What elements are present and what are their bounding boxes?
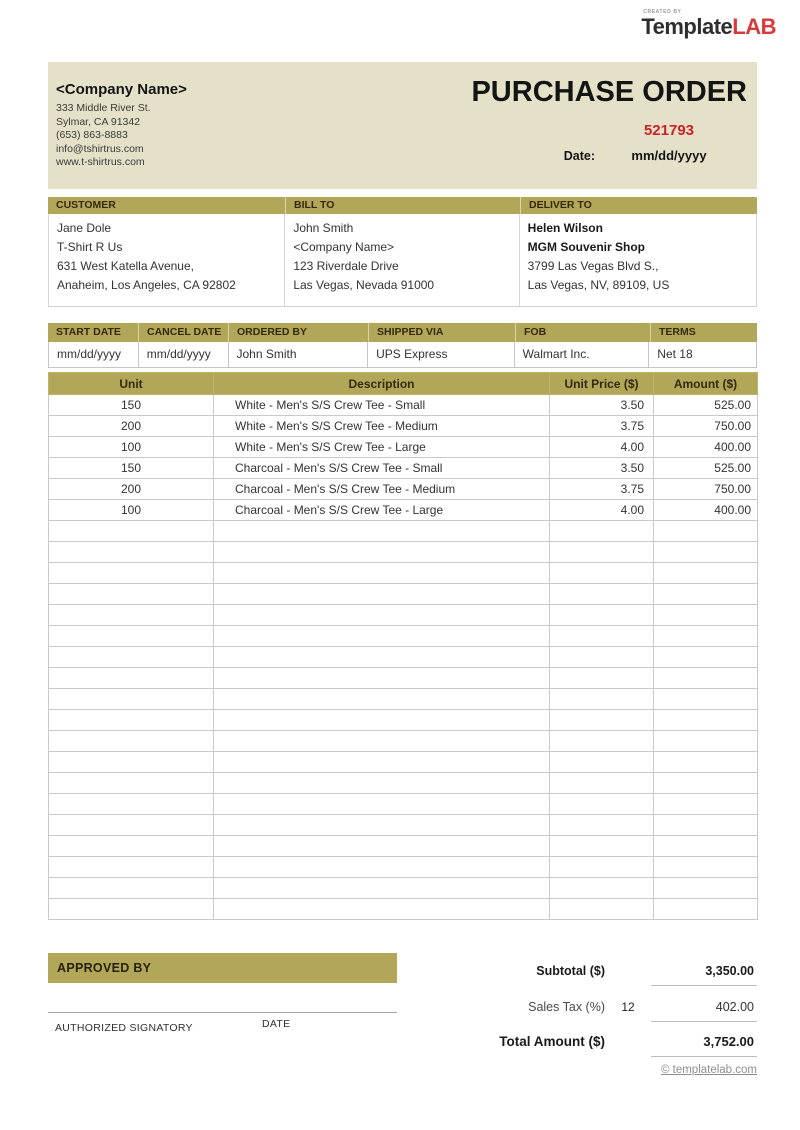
signature-date-label: DATE <box>262 1018 291 1030</box>
start-date-header: START DATE <box>56 326 121 338</box>
company-name: <Company Name> <box>56 81 187 98</box>
created-by-label: CREATED BY <box>643 9 682 15</box>
item-unit-price: 3.75 <box>550 416 654 437</box>
empty-item-row <box>49 689 758 710</box>
templatelab-footer-link[interactable]: © templatelab.com <box>660 1064 757 1076</box>
signature-labels <box>48 1013 397 1036</box>
deliver-to-header: DELIVER TO <box>520 197 757 214</box>
empty-item-row <box>49 605 758 626</box>
item-unit: 100 <box>49 500 214 521</box>
company-email: info@tshirtrus.com <box>56 142 144 155</box>
item-row <box>49 395 758 416</box>
empty-item-row <box>49 836 758 857</box>
deliver-to-name: Helen Wilson <box>527 221 603 235</box>
customer-address-line: Anaheim, Los Angeles, CA 92802 <box>57 278 236 292</box>
items-filled-rows <box>49 395 758 521</box>
sales-tax-rate: 12 <box>621 1000 635 1014</box>
empty-item-row <box>49 899 758 920</box>
bill-to-header: BILL TO <box>285 197 520 214</box>
logo-lab-text: LAB <box>732 14 776 39</box>
total-amount-label: Total Amount ($) <box>499 1034 605 1049</box>
item-description: Charcoal - Men's S/S Crew Tee - Small <box>214 458 550 479</box>
item-unit-price: 3.50 <box>550 458 654 479</box>
company-address-line: (653) 863-8883 <box>56 129 128 141</box>
company-info-block <box>56 81 187 170</box>
item-unit: 150 <box>49 458 214 479</box>
deliver-to-address-block <box>520 214 756 306</box>
item-row <box>49 437 758 458</box>
item-unit-price: 4.00 <box>550 437 654 458</box>
amount-column-header: Amount ($) <box>654 373 758 395</box>
item-description: Charcoal - Men's S/S Crew Tee - Large <box>214 500 550 521</box>
empty-item-row <box>49 710 758 731</box>
empty-item-row <box>49 521 758 542</box>
terms-header: TERMS <box>650 323 757 342</box>
empty-item-row <box>49 563 758 584</box>
terms-value: Net 18 <box>657 347 693 361</box>
date-value: mm/dd/yyyy <box>631 148 707 163</box>
empty-item-row <box>49 815 758 836</box>
bill-to-name: John Smith <box>293 221 354 235</box>
parties-header-row <box>48 197 757 214</box>
empty-item-row <box>49 668 758 689</box>
items-empty-rows <box>49 521 758 920</box>
deliver-to-address-line: Las Vegas, NV, 89109, US <box>527 278 670 292</box>
sales-tax-value: 402.00 <box>651 1000 757 1022</box>
page-title: PURCHASE ORDER <box>471 76 747 108</box>
signature-area <box>48 1012 397 1036</box>
item-amount: 400.00 <box>654 500 758 521</box>
item-row <box>49 500 758 521</box>
item-amount: 400.00 <box>654 437 758 458</box>
item-unit: 200 <box>49 416 214 437</box>
items-header-row <box>49 373 758 395</box>
sales-tax-label: Sales Tax (%) <box>528 1000 605 1014</box>
item-unit: 150 <box>49 395 214 416</box>
po-number: 521793 <box>643 122 695 139</box>
shipped-via-header: SHIPPED VIA <box>368 323 515 342</box>
item-row <box>49 416 758 437</box>
customer-header: CUSTOMER <box>56 199 116 211</box>
bill-to-address-line: 123 Riverdale Drive <box>293 259 399 273</box>
item-amount: 525.00 <box>654 395 758 416</box>
cancel-date-value: mm/dd/yyyy <box>139 342 229 367</box>
customer-address-line: 631 West Katella Avenue, <box>57 259 194 273</box>
parties-section <box>48 197 757 307</box>
item-description: White - Men's S/S Crew Tee - Large <box>214 437 550 458</box>
empty-item-row <box>49 647 758 668</box>
item-unit: 100 <box>49 437 214 458</box>
item-description: Charcoal - Men's S/S Crew Tee - Medium <box>214 479 550 500</box>
fob-value: Walmart Inc. <box>515 342 650 367</box>
item-unit-price: 4.00 <box>550 500 654 521</box>
order-info-strip <box>48 323 757 368</box>
total-amount-value: 3,752.00 <box>651 1034 757 1057</box>
customer-name: Jane Dole <box>57 221 112 235</box>
item-description: White - Men's S/S Crew Tee - Medium <box>214 416 550 437</box>
po-header <box>48 62 757 189</box>
cancel-date-header: CANCEL DATE <box>138 323 228 342</box>
bill-to-address-line: Las Vegas, Nevada 91000 <box>293 278 435 292</box>
empty-item-row <box>49 626 758 647</box>
unit-column-header: Unit <box>49 373 214 395</box>
subtotal-value: 3,350.00 <box>651 964 757 986</box>
parties-content-row <box>48 214 757 307</box>
approved-by-bar: APPROVED BY <box>48 953 397 983</box>
customer-address-block <box>49 214 285 306</box>
customer-company: T-Shirt R Us <box>57 240 123 254</box>
item-unit: 200 <box>49 479 214 500</box>
totals-section <box>430 960 757 1057</box>
item-description: White - Men's S/S Crew Tee - Small <box>214 395 550 416</box>
templatelab-logo[interactable] <box>641 9 776 39</box>
authorized-signatory-label: AUTHORIZED SIGNATORY <box>55 1022 193 1034</box>
item-amount: 525.00 <box>654 458 758 479</box>
empty-item-row <box>49 731 758 752</box>
date-label: Date: <box>563 148 595 163</box>
empty-item-row <box>49 794 758 815</box>
item-unit-price: 3.50 <box>550 395 654 416</box>
item-amount: 750.00 <box>654 479 758 500</box>
items-table <box>48 372 758 920</box>
company-address-line: 333 Middle River St. <box>56 102 151 114</box>
bill-to-address-block <box>285 214 519 306</box>
shipped-via-value: UPS Express <box>368 342 515 367</box>
deliver-to-address-line: 3799 Las Vegas Blvd S., <box>527 259 659 273</box>
logo-template-text: TemplateLAB <box>641 14 776 39</box>
empty-item-row <box>49 878 758 899</box>
item-amount: 750.00 <box>654 416 758 437</box>
deliver-to-company: MGM Souvenir Shop <box>527 240 646 254</box>
empty-item-row <box>49 773 758 794</box>
bill-to-company: <Company Name> <box>293 240 395 254</box>
company-website: www.t-shirtrus.com <box>56 156 145 168</box>
po-meta-block <box>564 122 729 163</box>
ordered-by-value: John Smith <box>229 342 369 367</box>
description-column-header: Description <box>214 373 550 395</box>
empty-item-row <box>49 584 758 605</box>
empty-item-row <box>49 752 758 773</box>
po-date-row <box>564 148 729 163</box>
start-date-value: mm/dd/yyyy <box>49 342 139 367</box>
subtotal-row <box>430 964 757 986</box>
company-address-line: Sylmar, CA 91342 <box>56 115 141 128</box>
item-unit-price: 3.75 <box>550 479 654 500</box>
item-row <box>49 479 758 500</box>
subtotal-label: Subtotal ($) <box>536 964 605 978</box>
order-info-header-row <box>48 323 757 342</box>
sales-tax-row <box>430 1000 757 1022</box>
item-row <box>49 458 758 479</box>
order-info-value-row <box>48 342 757 368</box>
total-amount-row <box>430 1034 757 1057</box>
empty-item-row <box>49 542 758 563</box>
ordered-by-header: ORDERED BY <box>228 323 368 342</box>
fob-header: FOB <box>515 323 650 342</box>
unit-price-column-header: Unit Price ($) <box>550 373 654 395</box>
empty-item-row <box>49 857 758 878</box>
